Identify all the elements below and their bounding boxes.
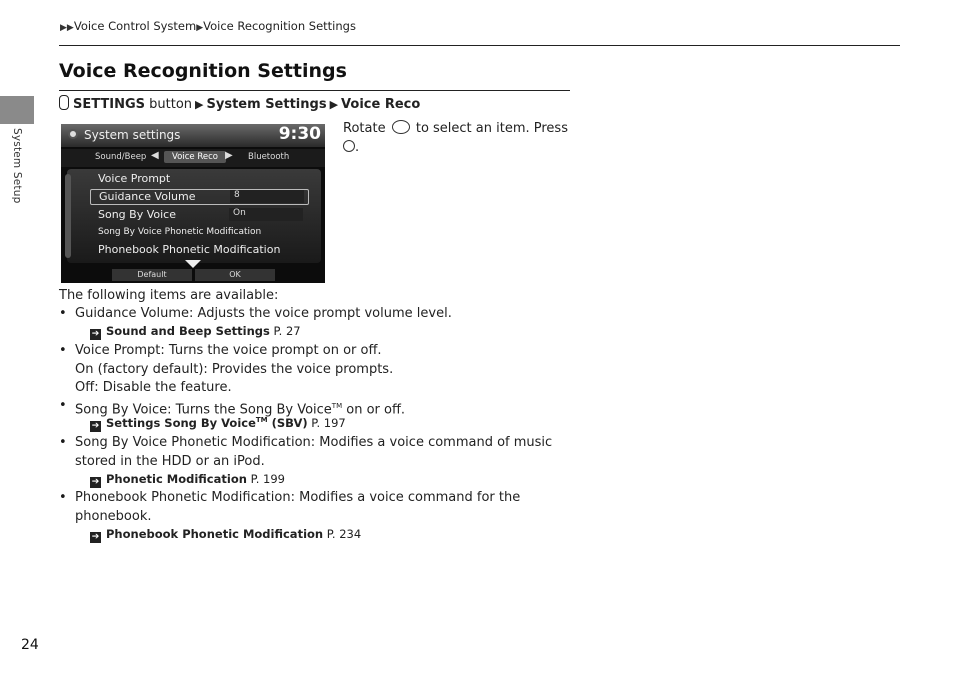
top-divider (59, 45, 900, 46)
ref-title: Phonebook Phonetic Modification (106, 527, 324, 541)
bullet-icon: • (59, 435, 67, 450)
items-intro: The following items are available: (59, 288, 279, 303)
desc: : Adjusts the voice prompt volume level. (189, 306, 452, 321)
reference-arrow-icon: ➔ (91, 329, 100, 339)
right-arrow-icon: ▶ (225, 150, 233, 161)
page-title: Voice Recognition Settings (59, 60, 347, 82)
nav-step-system-settings: System Settings (206, 97, 327, 112)
instruction-part2: to select an item. Press (415, 121, 568, 136)
ref-page: P. 197 (307, 416, 346, 430)
row-value: 8 (230, 190, 304, 203)
bullet-icon: • (59, 398, 67, 413)
screen-default-button[interactable]: Default (112, 269, 192, 281)
screen-row-song-by-voice[interactable] (85, 207, 307, 223)
row-label: Song By Voice (98, 208, 176, 221)
desc: : Turns the Song By Voice (167, 402, 332, 418)
instruction-text (343, 119, 573, 157)
desc: : Turns the voice prompt on or off. (160, 343, 382, 358)
desc: : Modifies a voice command for the (290, 490, 521, 505)
tab-voice-reco[interactable]: Voice Reco (164, 151, 226, 163)
navigation-screen-image (61, 124, 325, 283)
trademark: TM (331, 402, 343, 410)
desc-line2: phonebook. (75, 508, 152, 524)
term: Voice Prompt (75, 343, 161, 358)
item-guidance-volume (75, 305, 565, 324)
on-term: On (75, 361, 94, 377)
term: Song By Voice (75, 402, 168, 418)
screen-title: System settings (84, 128, 181, 142)
ref-title-end: (SBV) (267, 416, 308, 430)
item-voice-prompt (75, 342, 565, 398)
row-value: On (229, 208, 303, 221)
breadcrumb (60, 19, 356, 33)
double-arrow-icon: ▶▶ (60, 23, 74, 33)
desc-end: on or off. (342, 402, 406, 418)
screen-row-voice-prompt[interactable] (85, 171, 307, 187)
item-phonebook-phonetic (75, 489, 565, 526)
microphone-icon (59, 95, 69, 110)
arrow-icon: ▶ (329, 98, 339, 111)
ref-trademark: TM (255, 416, 268, 425)
bullet-icon: • (59, 306, 67, 321)
left-arrow-icon: ◀ (151, 150, 159, 161)
screen-scrollbar[interactable] (65, 174, 71, 258)
row-label: Voice Prompt (98, 172, 171, 185)
ref-settings-sbv[interactable] (90, 416, 346, 432)
desc-line2: stored in the HDD or an iPod. (75, 453, 265, 469)
screen-tabs (61, 149, 325, 167)
item-song-phonetic (75, 434, 565, 471)
bullet-icon: • (59, 343, 67, 358)
screen-clock: 9:30 (278, 124, 321, 144)
screen-row-guidance-volume[interactable] (90, 189, 309, 205)
nav-step-voice-reco: Voice Reco (341, 97, 421, 112)
screen-header (61, 124, 325, 147)
interface-dial-push-icon (343, 140, 355, 152)
term: Guidance Volume (75, 306, 190, 321)
ref-page: P. 199 (246, 472, 285, 486)
breadcrumb-item-voice-control[interactable]: Voice Control System (73, 19, 197, 33)
ref-title: Settings Song By Voice (106, 416, 256, 430)
tab-sound-beep[interactable]: Sound/Beep (95, 152, 147, 162)
title-divider (59, 90, 570, 91)
screen-row-song-phonetic[interactable] (85, 225, 307, 241)
screen-ok-button[interactable]: OK (195, 269, 275, 281)
reference-arrow-icon: ➔ (91, 532, 100, 542)
term: Song By Voice Phonetic Modification (75, 435, 311, 450)
nav-path (59, 95, 420, 112)
ref-title: Sound and Beep Settings (106, 324, 270, 338)
reference-arrow-icon: ➔ (91, 421, 100, 431)
ref-phonebook-phonetic[interactable] (90, 527, 361, 543)
row-label: Guidance Volume (99, 190, 196, 203)
breadcrumb-item-voice-recognition[interactable]: Voice Recognition Settings (203, 19, 356, 33)
ref-page: P. 27 (269, 324, 301, 338)
gear-icon (68, 129, 78, 139)
button-suffix: button (145, 97, 193, 112)
ref-title: Phonetic Modification (106, 472, 247, 486)
bullet-icon: • (59, 490, 67, 505)
scroll-down-icon (185, 260, 201, 268)
instruction-part3: . (355, 140, 360, 155)
reference-arrow-icon: ➔ (91, 477, 100, 487)
ref-page: P. 234 (323, 527, 362, 541)
arrow-icon: ▶ (196, 23, 204, 33)
on-desc: (factory default): Provides the voice prompts. (93, 361, 394, 377)
settings-button-label: SETTINGS (73, 97, 146, 112)
row-label: Song By Voice Phonetic Modification (98, 227, 262, 237)
ref-phonetic-modification[interactable] (90, 472, 285, 488)
ref-sound-beep[interactable] (90, 324, 301, 340)
side-tab-marker (0, 96, 34, 124)
term: Phonebook Phonetic Modification (75, 490, 291, 505)
tab-bluetooth[interactable]: Bluetooth (248, 152, 290, 162)
side-tab-label: System Setup (11, 128, 23, 204)
page-number: 24 (21, 637, 39, 653)
arrow-icon: ▶ (195, 98, 204, 111)
desc: : Modifies a voice command of music (310, 435, 553, 450)
screen-row-phonebook-phonetic[interactable] (85, 242, 307, 258)
off-term: Off (75, 380, 95, 395)
row-label: Phonebook Phonetic Modification (98, 243, 281, 256)
off-desc: : Disable the feature. (94, 380, 232, 395)
interface-dial-rotate-icon (392, 120, 410, 134)
instruction-part1: Rotate (343, 121, 386, 136)
